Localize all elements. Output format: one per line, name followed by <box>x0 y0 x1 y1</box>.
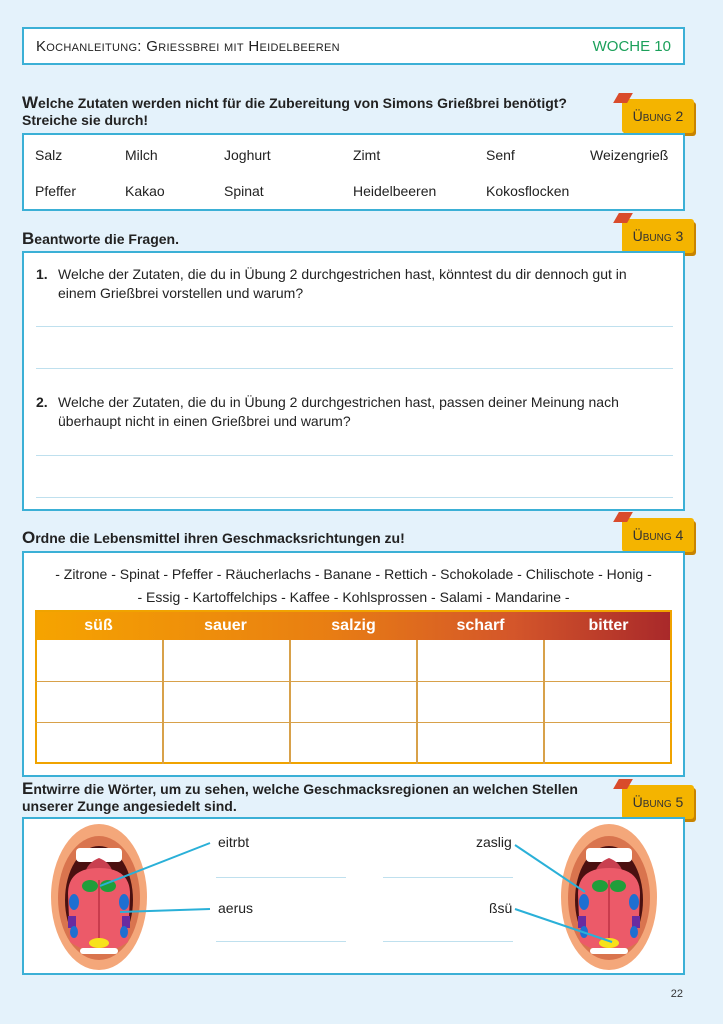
question-2-number: 2. <box>36 394 48 410</box>
column-header-sweet: süß <box>84 617 113 634</box>
question-1-line-1: Welche der Zutaten, die du in Übung 2 durchgestrichen hast, könntest du dir dennoch gut in <box>58 266 627 282</box>
week-label: WOCHE 10 <box>592 38 671 55</box>
answer-line[interactable] <box>216 877 346 878</box>
page-number: 22 <box>670 988 683 1000</box>
exercise-5-question: Entwirre die Wörter, um zu sehen, welche Geschmacksregionen an welchen Stellen unserer Zunge angesiedelt sind. <box>22 779 578 814</box>
answer-line[interactable] <box>383 877 513 878</box>
word-item[interactable]: Zimt <box>353 147 381 163</box>
exercise-4-tab: Übung 4 <box>622 518 694 552</box>
word-item[interactable]: Kokosflocken <box>486 183 570 199</box>
worksheet-title: Kochanleitung: Griessbrei mit Heidelbeeren <box>36 38 340 55</box>
column-header-spicy: scharf <box>456 617 505 634</box>
word-item[interactable]: Senf <box>486 147 515 163</box>
column-header-bitter: bitter <box>588 617 629 634</box>
question-2-line-1: Welche der Zutaten, die du in Übung 2 durchgestrichen hast, passen deiner Meinung nach <box>58 394 619 410</box>
scrambled-word-2: aerus <box>218 900 254 916</box>
question-1-line-2: einem Grießbrei vorstellen und warum? <box>58 285 304 301</box>
exercise-3-question: Beantworte die Fragen. <box>22 229 179 248</box>
word-item[interactable]: Pfeffer <box>35 183 76 199</box>
word-item[interactable]: Weizengrieß <box>590 147 669 163</box>
exercise-5-tab: Übung 5 <box>622 785 694 819</box>
word-item[interactable]: Milch <box>125 147 158 163</box>
column-header-salty: salzig <box>331 617 376 634</box>
exercise-2-tab: Übung 2 <box>622 99 694 133</box>
word-item[interactable]: Kakao <box>125 183 165 199</box>
exercise-4-question: Ordne die Lebensmittel ihren Geschmacksrichtungen zu! <box>22 528 405 547</box>
question-1-number: 1. <box>36 266 48 282</box>
word-item[interactable]: Joghurt <box>224 147 271 163</box>
scrambled-word-3: zaslig <box>476 834 512 850</box>
column-header-sour: sauer <box>204 617 247 634</box>
scrambled-word-1: eitrbt <box>218 834 250 850</box>
exercise-2-question: Welche Zutaten werden nicht für die Zubereitung von Simons Grießbrei benötigt? Streiche sie durch! <box>22 93 567 128</box>
word-item[interactable]: Spinat <box>224 183 264 199</box>
word-item[interactable]: Salz <box>35 147 63 163</box>
answer-line[interactable] <box>216 941 346 942</box>
word-item[interactable]: Heidelbeeren <box>353 183 437 199</box>
question-2-line-2: überhaupt nicht in einen Grießbrei und warum? <box>58 413 351 429</box>
scrambled-word-4: ßsü <box>489 900 513 916</box>
food-list-line-2: - Essig - Kartoffelchips - Kaffee - Kohlsprossen - Salami - Mandarine - <box>137 589 570 605</box>
food-list-line-1: - Zitrone - Spinat - Pfeffer - Räucherlachs - Banane - Rettich - Schokolade - Chilischote - Honig - <box>55 566 652 582</box>
answer-line[interactable] <box>383 941 513 942</box>
exercise-3-tab: Übung 3 <box>622 219 694 253</box>
